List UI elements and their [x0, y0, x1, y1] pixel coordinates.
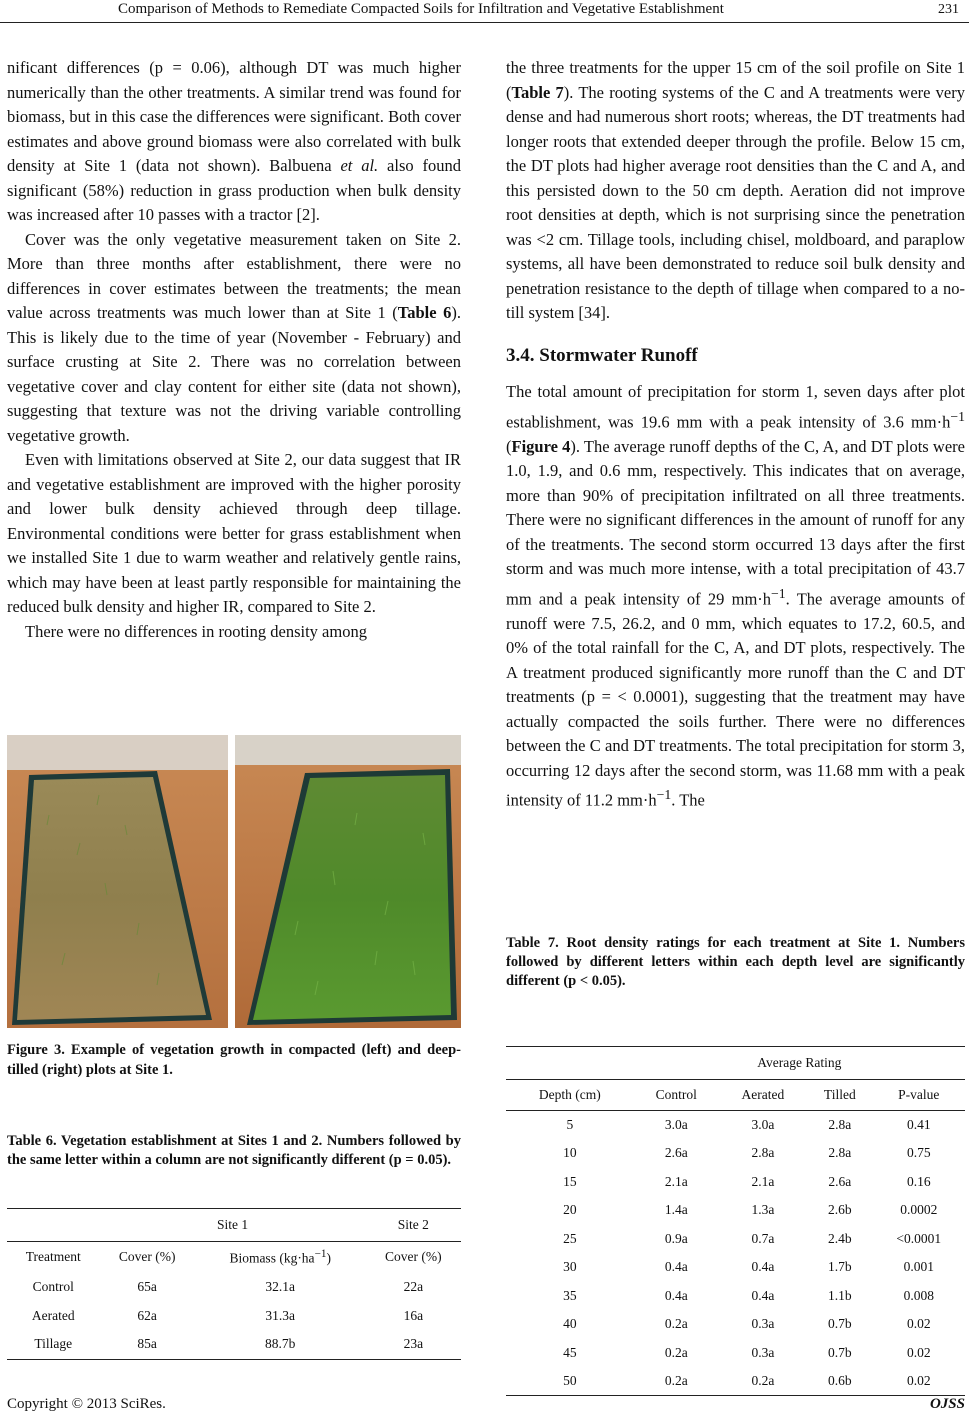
table-cell: 0.9a: [664, 1230, 688, 1246]
paragraph-5: the three treatments for the upper 15 cm of the soil profile on Site 1 (Table 7). The rooting systems of the C and A treatments were very dense and had numerous short roots; whereas, the DT treatments had longer roots that extended deeper through the profile. Below 15 cm, the DT plots had higher average root densities than the C and A, and this persisted down to the 50 cm depth. Aeration did not improve root densities at depth, which is not surprising since the penetration was <2 cm. Tillage tools, including chisel, moldboard, and paraplow systems, all have been demonstrated to reduce soil bulk density and penetration resistance to the depth of tillage when compared to a no-till system [34].: [506, 58, 965, 322]
table-cell: 2.8a: [751, 1145, 775, 1161]
table-cell: 1.1b: [828, 1287, 852, 1303]
table-row: [506, 1139, 965, 1168]
table-cell: 5: [566, 1117, 574, 1132]
table-cell: 3.0a: [751, 1117, 775, 1132]
table-row: [506, 1111, 965, 1140]
table-6-caption: Table 6. Vegetation establishment at Sites 1 and 2. Numbers followed by the same letter within a column are not significantly different (p = 0.05).: [7, 1133, 461, 1168]
column-header: Depth (cm): [506, 1080, 634, 1111]
figure-3-photos: [7, 735, 461, 1028]
column-header: Biomass $(kg\cdot ha^{-1})$: [195, 1242, 366, 1273]
table-cell: 0.75: [906, 1145, 931, 1161]
table-cell: 0.008: [903, 1287, 934, 1303]
table-cell: 0.02: [906, 1373, 931, 1388]
table-row: [506, 1225, 965, 1254]
table-cell: 0.02: [906, 1316, 931, 1332]
column-header: Treatment: [7, 1242, 100, 1273]
table-6-header-row: [7, 1242, 461, 1273]
table-cell: 50: [563, 1373, 577, 1388]
deep-tilled-plot-photo: [235, 735, 461, 1028]
table-row: [506, 1339, 965, 1368]
left-column: [7, 56, 461, 644]
paragraph-6: The total amount of precipitation for storm 1, seven days after plot establishment, was 19.6 mm with a peak intensity of 3.6 $mm\cdot h^{-1}$ (Figure 4). The average runoff depths of the C, A, and DT plots were 1.0, 1.9, and 0.6 mm, respectively. This indicates that on average, more than 90% of precipitation infiltrated on all three treatments. There were no significant differences in the amount of runoff for any of the treatments. The second storm occurred 13 days after the first storm and was much more intense, with a total precipitation of 43.7 mm and a peak intensity of 29 $mm\cdot h^{-1}$. The average amounts of runoff were 7.5, 26.2, and 0 mm, which equates to 17.2, 60.5, and 0% of the total rainfall for the C, A, and DT plots, respectively. The A treatment produced significantly more runoff than the C and DT treatments (p = < 0.0001), suggesting that the treatment may have actually compacted the soils further. There were no differences between the C and DT treatments. The total precipitation for storm 3, occurring 12 days after the second storm, was 11.68 mm with a peak intensity of 11.2 $mm\cdot h^{-1}$. The: [506, 382, 965, 810]
compacted-plot-photo: [7, 735, 228, 1028]
running-title: Comparison of Methods to Remediate Compacted Soils for Infiltration and Vegetative Establishment: [118, 1, 724, 17]
table-row: [506, 1196, 965, 1225]
table-row: [506, 1367, 965, 1396]
table-cell: 35: [563, 1287, 577, 1303]
column-header: Control: [634, 1080, 719, 1111]
table-cell: 1.3a: [751, 1202, 775, 1218]
group-average-rating: Average Rating: [757, 1055, 842, 1070]
table-7-caption: Table 7. Root density ratings for each treatment at Site 1. Numbers followed by different letters within each depth level are significantly different (p < 0.05).: [506, 935, 965, 989]
table-cell: 0.2a: [664, 1344, 688, 1360]
section-heading: 3.4. Stormwater Runoff: [506, 344, 698, 366]
table-cell: 0.7b: [828, 1344, 852, 1360]
table-row: Tillage 85a 88.7b 23a: [34, 1336, 424, 1352]
table-cell: 15: [563, 1173, 577, 1189]
running-header: [0, 0, 969, 23]
table-cell: 2.8a: [828, 1145, 852, 1161]
table-cell: 0.4a: [664, 1259, 688, 1275]
table-cell: 0.6b: [828, 1373, 852, 1388]
table-cell: 20: [563, 1202, 577, 1218]
table-cell: 0.4a: [664, 1287, 688, 1303]
table-cell: 0.3a: [751, 1344, 775, 1360]
table-cell: 0.3a: [751, 1316, 775, 1332]
paragraph-2: Cover was the only vegetative measurement taken on Site 2. More than three months after establishment, there were no differences in cover estimates between the treatments; the mean value across treatments was much lower than at Site 1 (Table 6). This is likely due to the time of year (November - February) and surface crusting at Site 2. There was no correlation between vegetative cover and clay content for either site (data not shown), suggesting that texture was not the driving variable controlling vegetative growth.: [7, 229, 461, 445]
table-row: [506, 1310, 965, 1339]
paragraph-3: Even with limitations observed at Site 2, our data suggest that IR and vegetative establishment are improved with the higher porosity and lower bulk density achieved through deep tillage. Environmental conditions were better for grass establishment when we installed Site 1 due to warm weather and relatively gentle rains, which may have been at least partly responsible for maintaining the reduced bulk density and higher IR, compared to Site 2.: [7, 450, 461, 616]
table-cell: 2.8a: [828, 1117, 852, 1132]
table-cell: 0.4a: [751, 1259, 775, 1275]
table-cell: 0.02: [906, 1344, 931, 1360]
table-cell: 0.2a: [664, 1373, 688, 1388]
column-header: Cover (%): [366, 1242, 461, 1273]
table-cell: 25: [563, 1230, 577, 1246]
table-cell: 2.6a: [828, 1173, 852, 1189]
table-cell: 2.1a: [751, 1173, 775, 1189]
column-header: Tilled: [807, 1080, 873, 1111]
table-row: [506, 1253, 965, 1282]
table-cell: <0.0001: [896, 1230, 942, 1246]
table-row: [506, 1282, 965, 1311]
page-number: 231: [938, 2, 959, 17]
table-cell: 10: [563, 1145, 577, 1161]
table-6-group-row: [7, 1209, 461, 1242]
group-site-2: Site 2: [397, 1217, 429, 1232]
table-cell: 0.41: [906, 1117, 931, 1132]
table-cell: 2.1a: [664, 1173, 688, 1189]
table-cell: 30: [563, 1259, 577, 1275]
paragraph-1: nificant differences (p = 0.06), although DT was much higher numerically than the other treatments. A similar trend was found for biomass, but in this case the differences were significant. Both cover estimates and above ground biomass were also correlated with bulk density at Site 1 (data not shown). Balbuena et al. also found significant (58%) reduction in grass production when bulk density was increased after 10 passes with a tractor [2].: [7, 58, 461, 224]
table-7: [506, 1046, 965, 1396]
table-7-body: [506, 1111, 965, 1396]
table-7-header-row: [506, 1080, 965, 1111]
table-cell: 0.4a: [751, 1287, 775, 1303]
table-cell: 0.7b: [828, 1316, 852, 1332]
table-cell: 0.16: [906, 1173, 931, 1189]
table-cell: 0.2a: [664, 1316, 688, 1332]
figure-3-caption: Figure 3. Example of vegetation growth in compacted (left) and deep-tilled (right) plots at Site 1.: [7, 1042, 461, 1078]
table-cell: 2.6b: [828, 1202, 852, 1218]
table-cell: 0.0002: [900, 1202, 938, 1218]
table-cell: 40: [563, 1316, 577, 1332]
table-cell: 0.001: [903, 1259, 934, 1275]
table-7-group-row: [506, 1047, 965, 1080]
table-cell: 2.6a: [664, 1145, 688, 1161]
group-site-1: Site 1: [217, 1217, 249, 1232]
table-row: Aerated 62a 31.3a 16a: [31, 1307, 424, 1323]
paragraph-4: There were no differences in rooting density among: [25, 621, 367, 641]
table-cell: 45: [563, 1344, 577, 1360]
table-cell: 3.0a: [664, 1117, 688, 1132]
table-cell: 0.7a: [751, 1230, 775, 1246]
table-cell: 1.4a: [664, 1202, 688, 1218]
copyright: Copyright © 2013 SciRes.: [7, 1396, 166, 1412]
table-6: [7, 1208, 461, 1360]
table-row: [506, 1168, 965, 1197]
column-header: P-value: [873, 1080, 965, 1111]
table-cell: 1.7b: [828, 1259, 852, 1275]
column-header: Cover (%): [100, 1242, 195, 1273]
table-cell: 0.2a: [751, 1373, 775, 1388]
table-row: Control 65a 32.1a 22a: [32, 1278, 424, 1294]
column-header: Aerated: [719, 1080, 807, 1111]
journal-name: OJSS: [929, 1396, 965, 1412]
table-cell: 2.4b: [828, 1230, 852, 1246]
right-column: [506, 56, 965, 813]
